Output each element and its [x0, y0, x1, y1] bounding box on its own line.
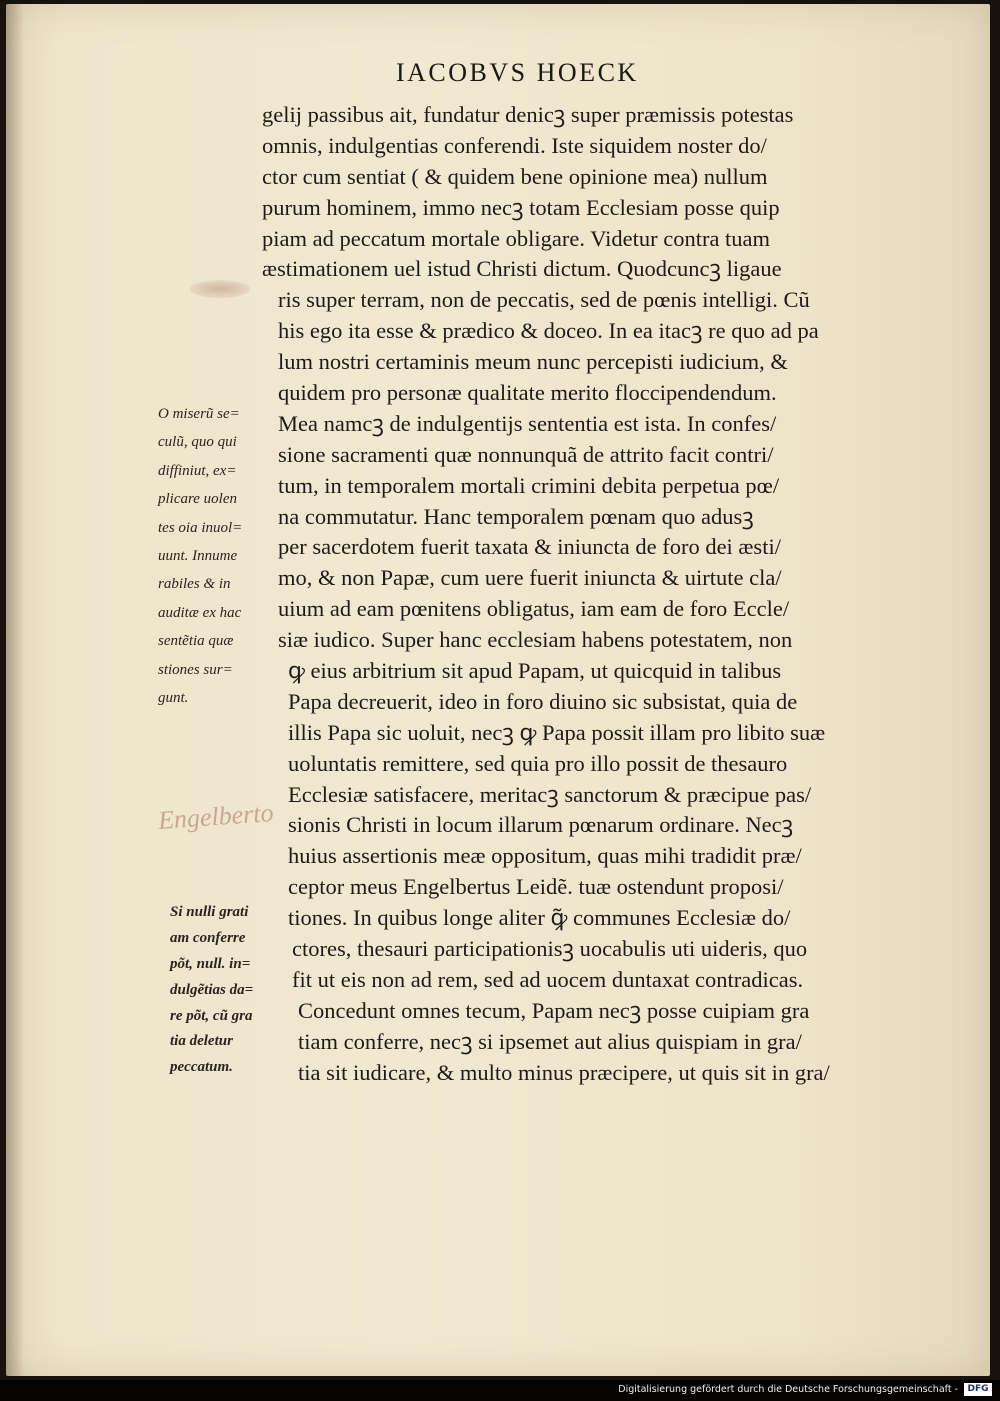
gutter-shadow: [6, 4, 24, 1376]
text-line: mo, & non Papæ, cum uere fuerit iniuncta & uirtute cla/: [278, 565, 782, 591]
margin-note-line: tes oia inuol=: [158, 519, 243, 536]
margin-note-line: uunt. Innume: [158, 547, 238, 564]
text-line: fit ut eis non ad rem, sed ad uocem duntaxat contradicas.: [292, 966, 804, 992]
text-line: siæ iudico. Super hanc ecclesiam habens potestatem, non: [278, 627, 793, 653]
text-line: ctores, thesauri participationisꝫ uocabulis uti uideris, quo: [292, 936, 808, 962]
margin-note-line: re põt, cũ gra: [170, 1007, 253, 1024]
margin-note-line: am conferre: [170, 929, 246, 946]
text-line: sione sacramenti quæ nonnunquã de attrito facit contri/: [278, 441, 774, 467]
text-line: Concedunt omnes tecum, Papam necꝫ posse cuipiam gra: [298, 997, 810, 1023]
margin-note-line: plicare uolen: [158, 491, 238, 508]
text-line: tiam conferre, necꝫ si ipsemet aut alius quispiam in gra/: [298, 1028, 802, 1054]
text-line: per sacerdotem fuerit taxata & iniuncta de foro dei æsti/: [278, 534, 781, 560]
margin-note-line: stiones sur=: [158, 661, 233, 678]
text-line: ꝙ eius arbitrium sit apud Papam, ut quicquid in talibus: [288, 658, 782, 684]
margin-note-line: dulgẽtias da=: [170, 981, 254, 998]
text-line: na commutatur. Hanc temporalem pœnam quo adusꝫ: [278, 503, 754, 529]
text-line: Ecclesiæ satisfacere, meritacꝫ sanctorum & præcipue pas/: [288, 781, 812, 807]
text-line: his ego ita esse & prædico & doceo. In ea itacꝫ re quo ad pa: [278, 318, 819, 344]
margin-note-line: Si nulli grati: [170, 904, 249, 920]
margin-note-line: peccatum.: [170, 1059, 233, 1076]
margin-note-line: sentẽtia quæ: [158, 633, 234, 650]
margin-note-line: diffiniut, ex=: [158, 462, 237, 479]
margin-note-line: O miserũ se=: [158, 406, 240, 422]
margin-note-line: culũ, quo qui: [158, 434, 237, 451]
text-line: tum, in temporalem mortali crimini debita perpetua pœ/: [278, 472, 780, 498]
margin-note-line: auditæ ex hac: [158, 604, 242, 621]
text-line: huius assertionis meæ oppositum, quas mihi tradidit præ/: [288, 843, 802, 869]
text-line: ceptor meus Engelbertus Leidẽ. tuæ ostendunt proposi/: [288, 874, 784, 900]
text-line: quidem pro personæ qualitate merito floccipendendum.: [278, 380, 777, 406]
margin-note-line: rabiles & in: [158, 576, 231, 593]
text-line: Papa decreuerit, ideo in foro diuino sic subsistat, quia de: [288, 688, 798, 714]
running-head: IACOBVS HOECK: [396, 58, 639, 87]
margin-note-line: tia deletur: [170, 1033, 233, 1050]
text-line: piam ad peccatum mortale obligare. Videtur contra tuam: [262, 225, 771, 251]
text-line: tiones. In quibus longe aliter ꝙ̃ communes Ecclesiæ do/: [288, 905, 791, 931]
footer-credit: Digitalisierung gefördert durch die Deutsche Forschungsgemeinschaft -: [618, 1384, 958, 1395]
text-line: gelij passibus ait, fundatur denicꝫ super præmissis potestas: [262, 102, 794, 127]
text-line: uium ad eam pœnitens obligatus, iam eam de foro Eccle/: [278, 596, 790, 622]
text-line: Mea namcꝫ de indulgentijs sententia est ista. In confes/: [278, 410, 777, 436]
margin-note-line: gunt.: [158, 689, 189, 706]
text-line: æstimationem uel istud Christi dictum. Quodcuncꝫ ligaue: [262, 256, 782, 282]
text-line: omnis, indulgentias conferendi. Iste siquidem noster do/: [262, 132, 767, 158]
text-line: purum hominem, immo necꝫ totam Ecclesiam posse quip: [262, 194, 780, 220]
ink-smudge: [190, 280, 250, 298]
text-line: ctor cum sentiat ( & quidem bene opinione mea) nullum: [262, 163, 768, 189]
dfg-logo: DFG: [964, 1383, 992, 1396]
margin-note-1: [158, 400, 242, 712]
margin-note-2: [170, 900, 253, 1081]
text-line: uoluntatis remittere, sed quia pro illo possit de thesauro: [288, 750, 788, 776]
text-line: ris super terram, non de peccatis, sed de pœnis intelligi. Cũ: [278, 287, 810, 313]
main-text-block: [262, 100, 952, 1089]
manuscript-annotation: Engelberto: [157, 798, 275, 835]
margin-note-line: põt, null. in=: [170, 955, 251, 972]
text-line: tia sit iudicare, & multo minus præcipere, ut quis sit in gra/: [298, 1059, 830, 1085]
text-line: sionis Christi in locum illarum pœnarum ordinare. Necꝫ: [288, 812, 794, 838]
text-line: illis Papa sic uoluit, necꝫ ꝙ Papa possit illam pro libito suæ: [288, 719, 826, 745]
text-line: lum nostri certaminis meum nunc percepisti iudicium, &: [278, 349, 788, 375]
